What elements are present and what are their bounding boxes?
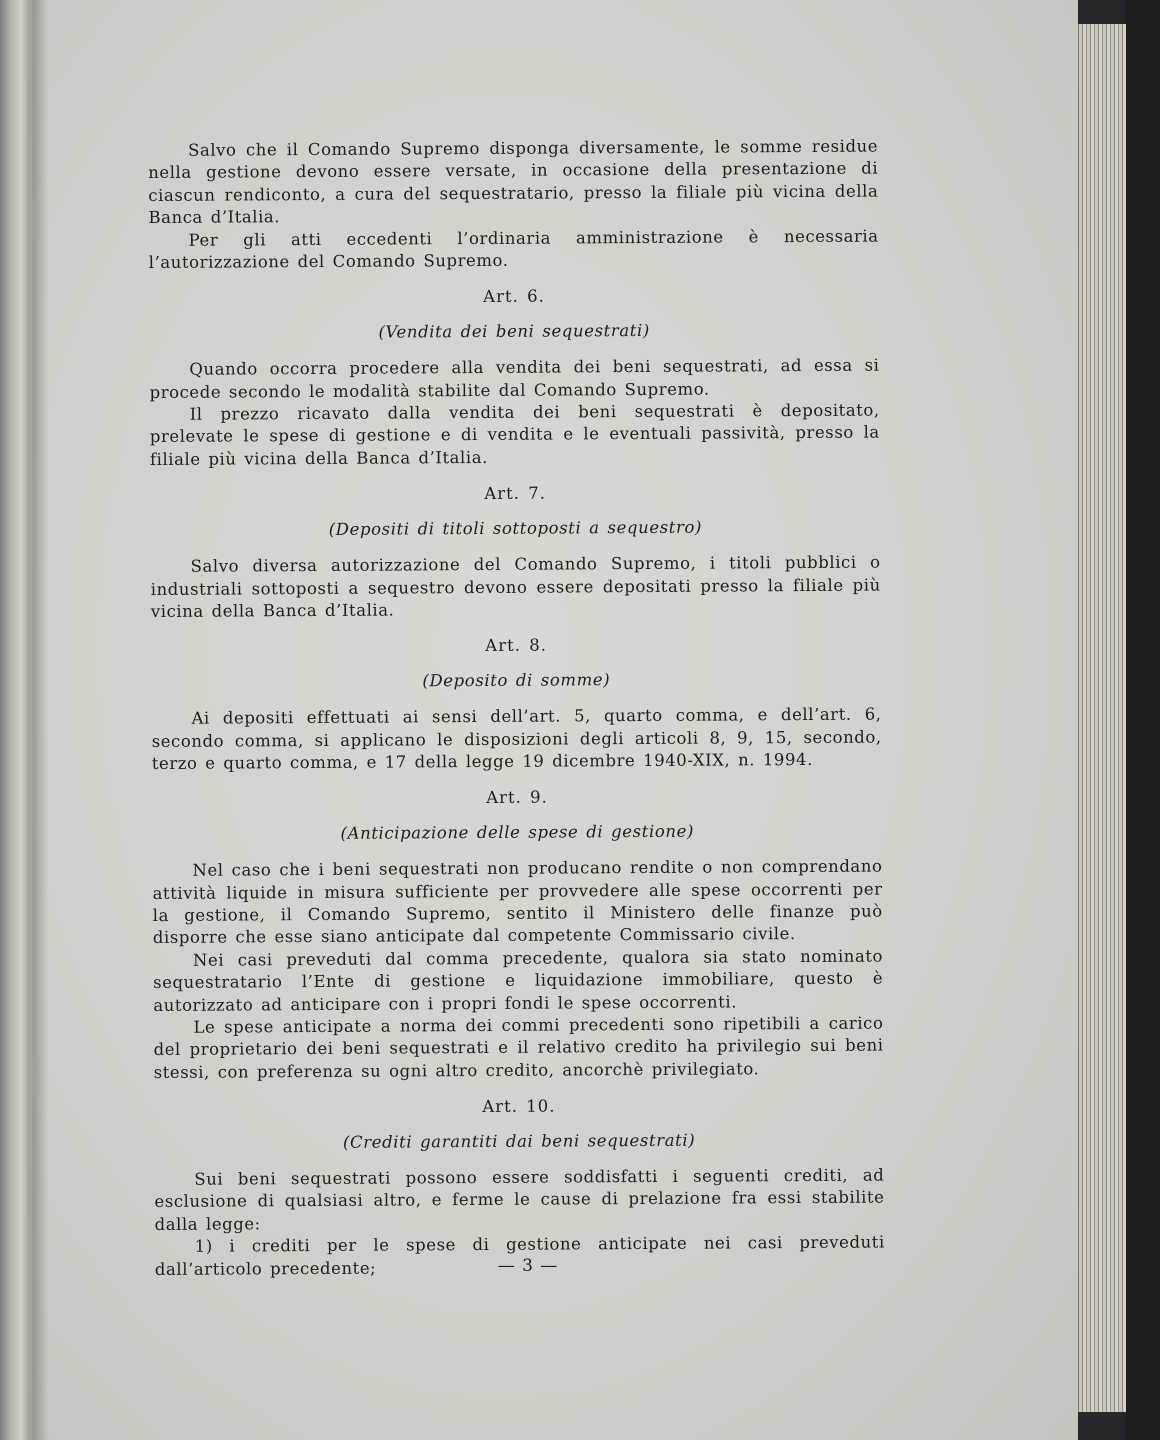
book-cover-right [1126, 0, 1160, 1440]
paragraph: 1) i crediti per le spese di gestione anticipate nei casi preveduti dall’articolo precedente; [154, 1232, 885, 1279]
article-heading: Art. 8. [485, 635, 547, 656]
article-heading: Art. 7. [484, 483, 547, 504]
paragraph: Le spese anticipate a norma dei commi precedenti sono ripetibili a carico del proprietario dei beni sequestrati e il relativo credito ha privilegio sui beni stessi, con preferenza su ogni altro credito, ancorchè privilegiato. [153, 1013, 884, 1082]
article-rubric: (Vendita dei beni sequestrati) [378, 320, 650, 342]
article-rubric: (Depositi di titoli sottoposti a sequestro) [328, 517, 703, 539]
paragraph: Quando occorra procedere alla vendita dei beni sequestrati, ad essa si procede secondo le modalità stabilite dal Comando Supremo. [149, 355, 880, 402]
paragraph: Nel caso che i beni sequestrati non producano rendite o non comprendano attività liquide in misura sufficiente per provvedere alle spese occorrenti per la gestione, il Comando Supremo, sentito il Ministero delle finanze può disporre che esse siano anticipate dal competente Commissario civile. [152, 856, 883, 948]
paragraph: Sui beni sequestrati possono essere soddisfatti i seguenti crediti, ad esclusione di qualsiasi altro, e ferme le cause di prelazione fra essi stabilite dalla legge: [154, 1165, 885, 1234]
paragraph: Nei casi preveduti dal comma precedente, qualora sia stato nominato sequestratario l’Ente di gestione e liquidazione immobiliare, questo è autorizzato ad anticipare con i propri fondi le spese occorrenti. [153, 946, 884, 1015]
page-text [148, 136, 885, 1282]
paragraph: Salvo che il Comando Supremo disponga diversamente, le somme residue nella gestione devono essere versate, in occasione della presentazione di ciascun rendiconto, a cura del sequestratario, presso la filiale più vicina della Banca d’Italia. [148, 136, 879, 228]
article-rubric: (Anticipazione delle spese di gestione) [340, 821, 695, 843]
article-rubric: (Crediti garantiti dai beni sequestrati) [342, 1130, 696, 1152]
page-stack-edges [1078, 22, 1129, 1414]
article-heading: Art. 10. [482, 1096, 556, 1117]
article-heading: Art. 9. [486, 787, 548, 808]
article-heading: Art. 6. [483, 287, 545, 307]
article-rubric: (Deposito di somme) [422, 669, 611, 691]
paragraph: Salvo diversa autorizzazione del Comando Supremo, i titoli pubblici o industriali sottoposti a sequestro devono essere depositati presso la filiale più vicina della Banca d’Italia. [150, 552, 881, 621]
paragraph: Per gli atti eccedenti l’ordinaria amministrazione è necessaria l’autorizzazione del Comando Supremo. [148, 226, 879, 273]
binding-gutter [22, 0, 48, 1440]
paragraph: Ai depositi effettuati ai sensi dell’art. 5, quarto comma, e dell’art. 6, secondo comma, si applicano le disposizioni degli articoli 8, 9, 15, secondo, terzo e quarto comma, e 17 della legge 19 dicembre 1940-XIX, n. 1994. [151, 704, 882, 773]
paragraph: Il prezzo ricavato dalla vendita dei beni sequestrati è depositato, prelevate le spese di gestione e di vendita e le eventuali passività, presso la filiale più vicina della Banca d’Italia. [149, 400, 880, 469]
page-number: — 3 — [497, 1256, 559, 1276]
